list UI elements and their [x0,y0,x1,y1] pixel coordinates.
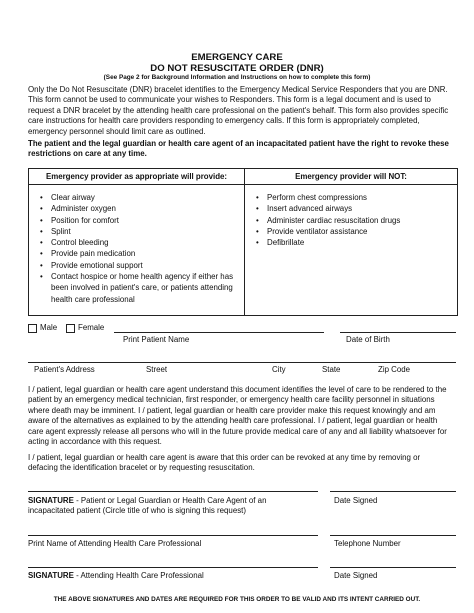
revoke-rights-paragraph: The patient and the legal guardian or health care agent of an incapacitated patient have the right to revoke these restrictions on care at any time. [28,139,449,159]
signature-description: - Patient or Legal Guardian or Health Care Agent of an incapacitated patient (Circle title of who is signing this request) [28,496,267,516]
date-of-birth-label: Date of Birth [346,335,390,344]
print-attending-label: Print Name of Attending Health Care Professional [28,539,202,548]
signature-description: - Attending Health Care Professional [73,571,204,580]
intro-paragraph: Only the Do Not Resuscitate (DNR) bracelet identifies to the Emergency Medical Service Responders that you are DNR. This form cannot be used to communicate your wishes to Responders. This form is a legal document and is used to request a DNR bracelet by the attending health care professional on the patient's behalf. This form also provides specific care instructions for health care providers responding to emergency calls. If this form is appropriately completed, emergency personnel should limit care as outlined. [28,85,449,136]
list-item: • Administer cardiac resuscitation drugs [253,215,453,226]
date-signed-line-2[interactable] [330,567,456,568]
signature-bold-label: SIGNATURE [28,571,74,580]
state-label: State [322,365,341,374]
zip-code-label: Zip Code [378,365,411,374]
list-item: • Splint [37,226,242,237]
revocation-statement: I / patient, legal guardian or health care agent is aware that this order can be revoked at any time by removing or defacing the identification bracelet or by requesting resuscitation. [28,453,421,473]
male-checkbox[interactable] [28,324,37,333]
telephone-line[interactable] [330,535,456,536]
understanding-statement: I / patient, legal guardian or health care agent understand this document identifies the level of care to be rendered to the patient by an emergency medical technician, first responder, or emergency health care facility personnel in situations where death may be imminent. I / patient, legal guardian or health care provider make this request knowingly and am aware of the alternatives as explained to by the attending health care professional. I / patient, legal guardian or health care agent expressly release all persons who will in the future provide medical care of any and all liability whatsoever for acting in accordance with this request. [28,385,447,447]
patients-address-label: Patient's Address [34,365,95,374]
telephone-label: Telephone Number [334,539,401,548]
street-label: Street [146,365,168,374]
list-item: • Provide emotional support [37,260,242,271]
attending-name-line[interactable] [28,535,318,536]
signature-bold-label: SIGNATURE [28,496,74,505]
patient-signature-label [28,496,298,516]
form-instructions-note: (See Page 2 for Background Information and Instructions on how to complete this form) [103,74,371,81]
female-label: Female [78,323,105,332]
list-item: • Perform chest compressions [253,192,453,203]
list-item: • Provide pain medication [37,248,242,259]
date-signed-label-1: Date Signed [334,496,378,505]
date-signed-label-2: Date Signed [334,571,378,580]
list-item: • Position for comfort [37,215,242,226]
list-item: • Insert advanced airways [253,203,453,214]
list-item: • Contact hospice or home health agency if either has been involved in patient's care, or patients attending health care professional [37,271,242,305]
print-patient-name-label: Print Patient Name [123,335,190,344]
list-item: • Administer oxygen [37,203,242,214]
female-checkbox[interactable] [66,324,75,333]
provide-header: Emergency provider as appropriate will provide: [29,169,244,185]
address-line[interactable] [28,362,456,363]
list-item: • Control bleeding [37,237,242,248]
form-title: EMERGENCY CARE [191,52,283,63]
list-item: • Clear airway [37,192,242,203]
provide-list [37,192,242,305]
form-subtitle-dnr: DO NOT RESUSCITATE ORDER (DNR) [150,63,324,74]
dob-line[interactable] [340,332,456,333]
male-label: Male [40,323,58,332]
date-signed-line-1[interactable] [330,491,456,492]
table-divider [244,169,245,315]
list-item: • Defibrillate [253,237,453,248]
city-label: City [272,365,286,374]
validity-footer: THE ABOVE SIGNATURES AND DATES ARE REQUIRED FOR THIS ORDER TO BE VALID AND ITS INTENT CARRIED OUT. [53,596,421,603]
attending-signature-line[interactable] [28,567,318,568]
attending-signature-label [28,571,204,581]
care-instructions-table [28,168,458,316]
patient-name-line[interactable] [114,332,324,333]
patient-signature-line[interactable] [28,491,318,492]
not-provide-list [253,192,453,248]
list-item: • Provide ventilator assistance [253,226,453,237]
not-provide-header: Emergency provider will NOT: [245,169,457,185]
